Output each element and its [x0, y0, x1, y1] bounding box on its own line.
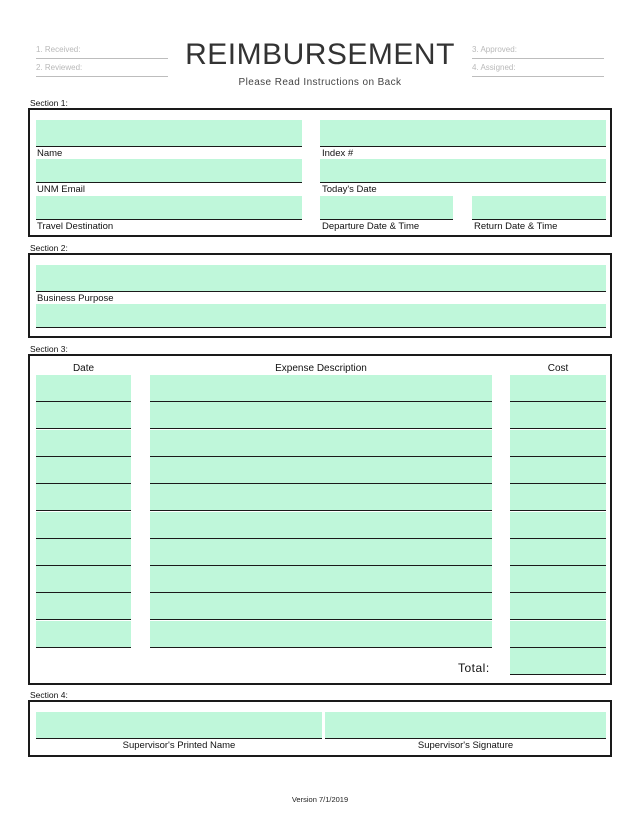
- expense-description-cell[interactable]: [150, 457, 492, 484]
- section-4-box: [28, 700, 612, 757]
- expense-date-cell[interactable]: [36, 375, 131, 402]
- expense-description-cell[interactable]: [150, 375, 492, 402]
- description-column-header: Expense Description: [275, 363, 367, 374]
- expense-date-cell[interactable]: [36, 566, 131, 593]
- today-date-label: Today's Date: [322, 184, 377, 195]
- expense-date-cell[interactable]: [36, 539, 131, 566]
- section-2-label: Section 2:: [30, 243, 68, 253]
- approved-label: 3. Approved:: [472, 45, 517, 54]
- section-2-box: [28, 253, 612, 338]
- expense-cost-cell[interactable]: [510, 375, 606, 402]
- today-date-field[interactable]: [320, 159, 606, 183]
- total-field[interactable]: [510, 648, 606, 675]
- expense-date-cell[interactable]: [36, 457, 131, 484]
- expense-cost-cell[interactable]: [510, 484, 606, 511]
- approved-line[interactable]: [472, 44, 604, 59]
- expense-cost-cell[interactable]: [510, 539, 606, 566]
- section-3-box: [28, 354, 612, 685]
- section-1-label: Section 1:: [30, 98, 68, 108]
- expense-date-cell[interactable]: [36, 512, 131, 539]
- total-label: Total:: [458, 661, 490, 675]
- destination-field[interactable]: [36, 196, 302, 220]
- return-field[interactable]: [472, 196, 606, 220]
- section-3-label: Section 3:: [30, 344, 68, 354]
- date-column-header: Date: [72, 363, 95, 374]
- expense-cost-cell[interactable]: [510, 430, 606, 457]
- departure-field[interactable]: [320, 196, 453, 220]
- business-purpose-label: Business Purpose: [37, 293, 114, 304]
- expense-description-cell[interactable]: [150, 484, 492, 511]
- expense-cost-cell[interactable]: [510, 593, 606, 620]
- supervisor-signature-field[interactable]: [325, 712, 606, 739]
- reviewed-line[interactable]: [36, 62, 168, 77]
- expense-cost-cell[interactable]: [510, 566, 606, 593]
- index-label: Index #: [322, 148, 354, 159]
- received-label: 1. Received:: [36, 45, 81, 54]
- name-label: Name: [37, 148, 63, 159]
- expense-date-cell[interactable]: [36, 430, 131, 457]
- expense-cost-cell[interactable]: [510, 402, 606, 429]
- expense-description-cell[interactable]: [150, 593, 492, 620]
- expense-date-cell[interactable]: [36, 621, 131, 648]
- name-field[interactable]: [36, 120, 302, 147]
- expense-description-cell[interactable]: [150, 566, 492, 593]
- assigned-line[interactable]: [472, 62, 604, 77]
- expense-date-cell[interactable]: [36, 593, 131, 620]
- assigned-label: 4. Assigned:: [472, 63, 516, 72]
- expense-description-cell[interactable]: [150, 512, 492, 539]
- section-4-label: Section 4:: [30, 690, 68, 700]
- expense-date-cell[interactable]: [36, 484, 131, 511]
- destination-label: Travel Destination: [37, 221, 114, 232]
- expense-description-cell[interactable]: [150, 539, 492, 566]
- supervisor-name-field[interactable]: [36, 712, 322, 739]
- expense-cost-cell[interactable]: [510, 457, 606, 484]
- section-1-box: [28, 108, 612, 237]
- email-field[interactable]: [36, 159, 302, 183]
- email-label: UNM Email: [37, 184, 86, 195]
- page-title: REIMBURSEMENT: [185, 38, 455, 71]
- cost-column-header: Cost: [547, 363, 569, 374]
- supervisor-name-label: Supervisor's Printed Name: [122, 740, 236, 751]
- business-purpose-field-1[interactable]: [36, 265, 606, 292]
- expense-description-cell[interactable]: [150, 430, 492, 457]
- received-line[interactable]: [36, 44, 168, 59]
- version-text: Version 7/1/2019: [291, 795, 349, 804]
- reviewed-label: 2. Reviewed:: [36, 63, 83, 72]
- business-purpose-field-2[interactable]: [36, 304, 606, 328]
- departure-label: Departure Date & Time: [322, 221, 420, 232]
- supervisor-signature-label: Supervisor's Signature: [417, 740, 514, 751]
- return-label: Return Date & Time: [474, 221, 558, 232]
- index-field[interactable]: [320, 120, 606, 147]
- page-subtitle: Please Read Instructions on Back: [238, 77, 402, 88]
- expense-cost-cell[interactable]: [510, 512, 606, 539]
- expense-cost-cell[interactable]: [510, 621, 606, 648]
- expense-description-cell[interactable]: [150, 621, 492, 648]
- expense-date-cell[interactable]: [36, 402, 131, 429]
- expense-description-cell[interactable]: [150, 402, 492, 429]
